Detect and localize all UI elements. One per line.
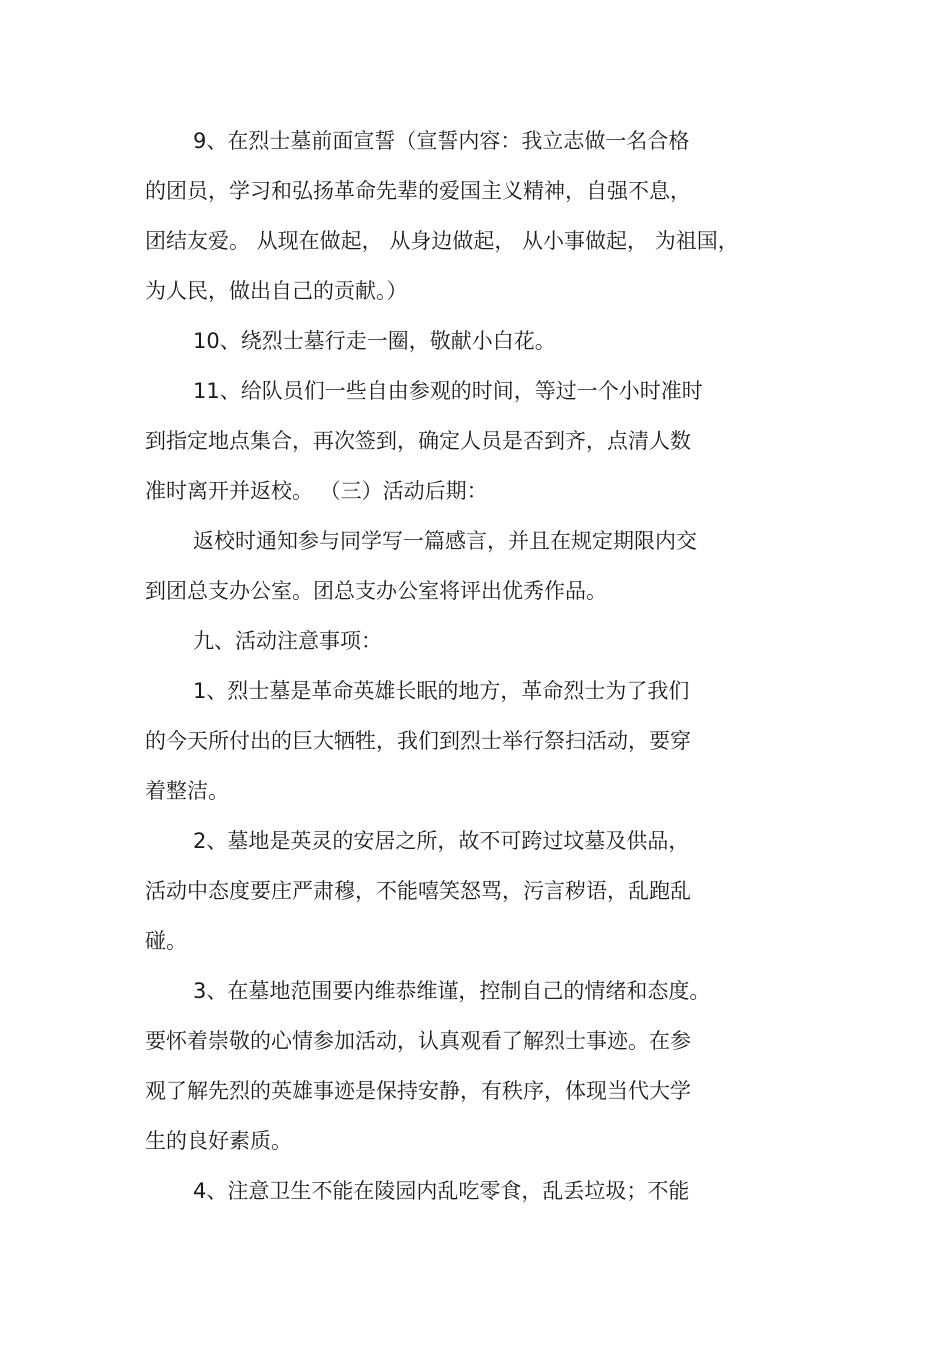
- text-line-note-3-start: 3、在墓地范围要内维恭维谨，控制自己的情绪和态度。: [193, 979, 711, 1003]
- text-line-item-9-start: 9、在烈士墓前面宣誓（宣誓内容：我立志做一名合格: [193, 129, 690, 153]
- text-line: 到指定地点集合，再次签到，确定人员是否到齐，点清人数: [145, 429, 691, 453]
- text-line-note-4-start: 4、注意卫生不能在陵园内乱吃零食，乱丢垃圾；不能: [193, 1179, 690, 1203]
- text-line: 生的良好素质。: [145, 1129, 292, 1153]
- text-line: 为人民，做出自己的贡献。）: [145, 279, 408, 303]
- text-line: 的团员，学习和弘扬革命先辈的爱国主义精神，自强不息，: [145, 179, 691, 203]
- text-line: 碰。: [145, 929, 187, 953]
- text-line-note-1-start: 1、烈士墓是革命英雄长眠的地方，革命烈士为了我们: [193, 679, 690, 703]
- text-line: 团结友爱。 从现在做起， 从身边做起， 从小事做起， 为祖国，: [145, 229, 739, 253]
- text-line-section-3-heading: 准时离开并返校。 （三）活动后期：: [145, 479, 488, 503]
- text-line: 到团总支办公室。团总支办公室将评出优秀作品。: [145, 579, 607, 603]
- text-line: 返校时通知参与同学写一篇感言，并且在规定期限内交: [193, 529, 697, 553]
- text-line: 着整洁。: [145, 779, 229, 803]
- text-line: 观了解先烈的英雄事迹是保持安静，有秩序，体现当代大学: [145, 1079, 691, 1103]
- section-heading-notes: 九、活动注意事项：: [193, 629, 382, 653]
- text-line-item-10: 10、绕烈士墓行走一圈，敬献小白花。: [193, 329, 556, 353]
- text-line: 活动中态度要庄严肃穆，不能嘻笑怒骂，污言秽语，乱跑乱: [145, 879, 691, 903]
- text-line-item-11-start: 11、给队员们一些自由参观的时间，等过一个小时准时: [193, 379, 703, 403]
- text-line: 的今天所付出的巨大牺牲，我们到烈士举行祭扫活动，要穿: [145, 729, 691, 753]
- text-line-note-2-start: 2、墓地是英灵的安居之所，故不可跨过坟墓及供品，: [193, 829, 690, 853]
- text-line: 要怀着崇敬的心情参加活动，认真观看了解烈士事迹。在参: [145, 1029, 691, 1053]
